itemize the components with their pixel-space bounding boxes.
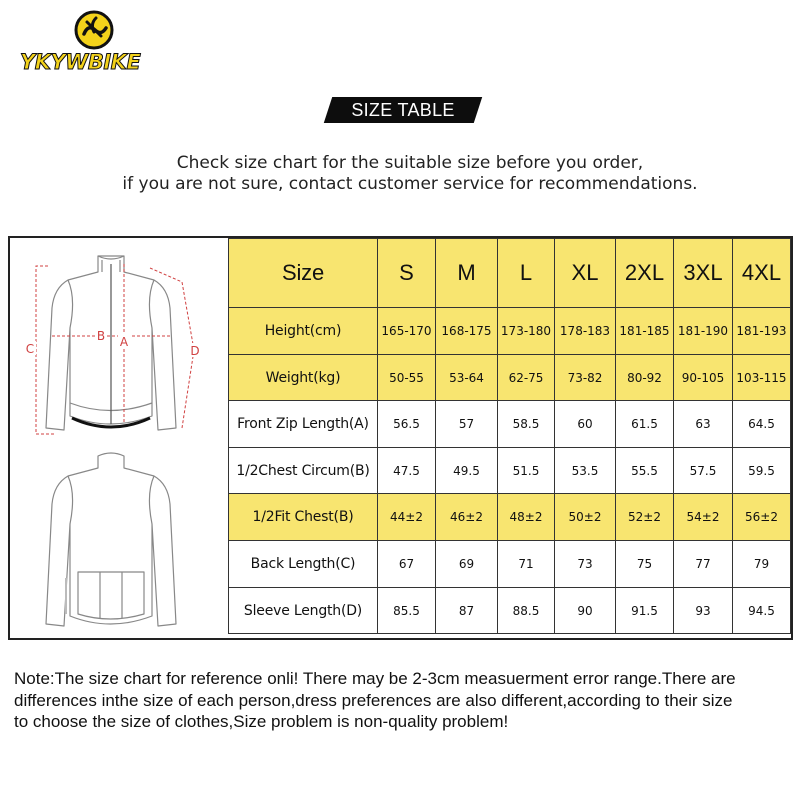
row-label: Weight(kg) <box>229 355 378 401</box>
jacket-back-outline <box>46 453 176 626</box>
size-value-cell: 90-105 <box>674 355 733 401</box>
size-value-cell: 73 <box>555 541 616 588</box>
size-value-cell: 48±2 <box>498 494 555 541</box>
row-label: Back Length(C) <box>229 541 378 588</box>
size-value-cell: 79 <box>733 541 791 588</box>
row-label: Height(cm) <box>229 308 378 355</box>
size-value-cell: 63 <box>674 401 733 448</box>
size-value-cell: 165-170 <box>378 308 436 355</box>
disclaimer-note <box>14 668 794 733</box>
size-value-cell: 87 <box>436 588 498 634</box>
size-value-cell: 58.5 <box>498 401 555 448</box>
size-value-cell: 44±2 <box>378 494 436 541</box>
size-table <box>228 238 791 634</box>
size-header-cell: S <box>378 239 436 308</box>
size-value-cell: 46±2 <box>436 494 498 541</box>
size-value-cell: 94.5 <box>733 588 791 634</box>
size-value-cell: 56.5 <box>378 401 436 448</box>
size-header-cell: M <box>436 239 498 308</box>
size-value-cell: 168-175 <box>436 308 498 355</box>
size-value-cell: 52±2 <box>616 494 674 541</box>
size-value-cell: 181-190 <box>674 308 733 355</box>
size-value-cell: 181-185 <box>616 308 674 355</box>
size-value-cell: 73-82 <box>555 355 616 401</box>
back-pockets <box>78 572 144 619</box>
label-a: A <box>119 335 129 349</box>
size-value-cell: 88.5 <box>498 588 555 634</box>
size-table-row <box>229 401 791 448</box>
size-value-cell: 71 <box>498 541 555 588</box>
size-value-cell: 80-92 <box>616 355 674 401</box>
size-value-cell: 50-55 <box>378 355 436 401</box>
size-table-row <box>229 541 791 588</box>
intro-line-2: if you are not sure, contact customer service for recommendations. <box>122 174 698 194</box>
size-header-cell: 3XL <box>674 239 733 308</box>
row-label: Sleeve Length(D) <box>229 588 378 634</box>
size-table-row <box>229 355 791 401</box>
row-label: 1/2Chest Circum(B) <box>229 448 378 494</box>
size-value-cell: 103-115 <box>733 355 791 401</box>
size-value-cell: 75 <box>616 541 674 588</box>
label-b: B <box>96 329 106 343</box>
size-value-cell: 61.5 <box>616 401 674 448</box>
size-header-cell: 2XL <box>616 239 674 308</box>
note-line-2: differences inthe size of each person,dress preferences are also different,according to their size <box>14 690 733 710</box>
size-table-row <box>229 494 791 541</box>
size-table-row <box>229 448 791 494</box>
size-value-cell: 49.5 <box>436 448 498 494</box>
size-value-cell: 67 <box>378 541 436 588</box>
size-header-row <box>229 239 791 308</box>
size-value-cell: 85.5 <box>378 588 436 634</box>
label-d: D <box>190 344 200 358</box>
size-value-cell: 50±2 <box>555 494 616 541</box>
size-table-row <box>229 588 791 634</box>
size-value-cell: 54±2 <box>674 494 733 541</box>
size-value-cell: 51.5 <box>498 448 555 494</box>
size-header-label: Size <box>229 239 378 308</box>
jacket-measurement-diagram <box>10 238 228 638</box>
size-header-cell: L <box>498 239 555 308</box>
row-label: 1/2Fit Chest(B) <box>229 494 378 541</box>
size-value-cell: 47.5 <box>378 448 436 494</box>
label-c: C <box>25 342 35 356</box>
size-header-cell: 4XL <box>733 239 791 308</box>
size-value-cell: 56±2 <box>733 494 791 541</box>
row-label: Front Zip Length(A) <box>229 401 378 448</box>
size-value-cell: 53-64 <box>436 355 498 401</box>
size-value-cell: 91.5 <box>616 588 674 634</box>
size-header-cell: XL <box>555 239 616 308</box>
size-value-cell: 60 <box>555 401 616 448</box>
size-value-cell: 55.5 <box>616 448 674 494</box>
size-value-cell: 57 <box>436 401 498 448</box>
size-value-cell: 173-180 <box>498 308 555 355</box>
size-value-cell: 64.5 <box>733 401 791 448</box>
size-value-cell: 62-75 <box>498 355 555 401</box>
size-value-cell: 77 <box>674 541 733 588</box>
size-value-cell: 53.5 <box>555 448 616 494</box>
intro-line-1: Check size chart for the suitable size before you order, <box>176 153 644 173</box>
size-value-cell: 90 <box>555 588 616 634</box>
size-value-cell: 59.5 <box>733 448 791 494</box>
banner-title: SIZE TABLE <box>351 100 455 120</box>
size-value-cell: 57.5 <box>674 448 733 494</box>
size-value-cell: 181-193 <box>733 308 791 355</box>
measure-line-c <box>36 266 56 434</box>
note-line-1: Note:The size chart for reference onli! There may be 2-3cm measuerment error range.There are <box>14 669 736 688</box>
size-value-cell: 178-183 <box>555 308 616 355</box>
size-table-row <box>229 308 791 355</box>
brand-name: YKYWBIKE <box>20 50 141 74</box>
size-value-cell: 93 <box>674 588 733 634</box>
size-value-cell: 69 <box>436 541 498 588</box>
note-line-3: to choose the size of clothes,Size problem is non-quality problem! <box>14 712 509 731</box>
